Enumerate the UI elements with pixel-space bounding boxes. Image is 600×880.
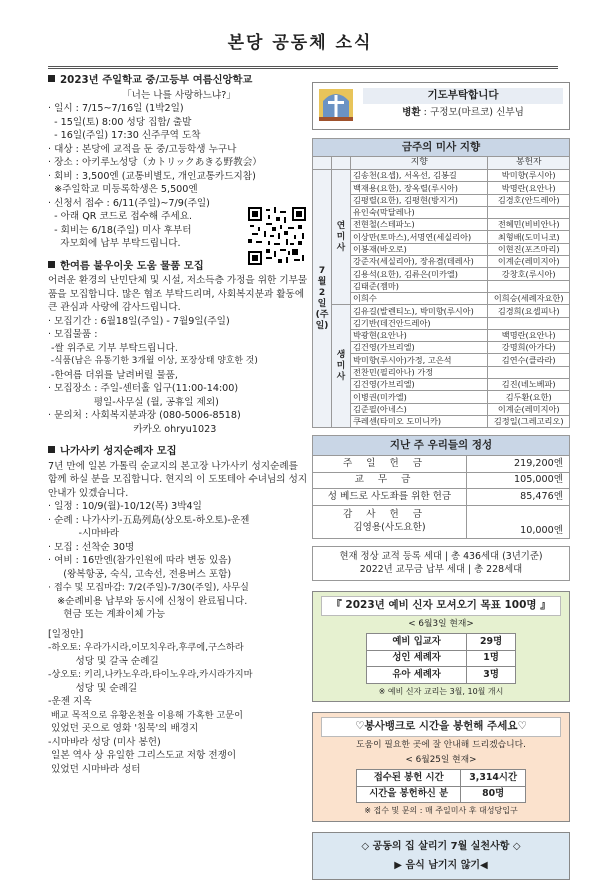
mass-intention-table — [312, 138, 570, 428]
donation-line: · 모집기간 : 6월18일(주일) - 7월9일(주일) — [48, 315, 230, 327]
mass-server: 이계순(레미지아) — [488, 403, 570, 415]
church-window-icon — [317, 87, 355, 123]
mass-intention: 박미향(루시아)가정, 고은석 — [351, 354, 488, 366]
donation-section — [48, 260, 310, 437]
offering-label: 교무금 — [313, 472, 467, 489]
prayer-heading: 기도부탁합니다 — [363, 88, 563, 104]
pilgrimage-line: (왕복항공, 숙식, 고속선, 전용버스 포함) — [48, 568, 232, 580]
offering-table — [312, 435, 570, 539]
mass-server — [488, 317, 570, 329]
donation-line: -한여름 더위를 날려버릴 물품, — [48, 369, 178, 381]
pilgrimage-section — [48, 445, 310, 776]
offering-label: 성 베드로 사도좌를 위한 헌금 — [313, 489, 467, 506]
summer-line: · 일시 : 7/15~7/16일 (1박2일) — [48, 103, 184, 115]
bullet-square-icon — [48, 446, 55, 453]
pilgrimage-line: · 일정 : 10/9(월)-10/12(목) 3박4일 — [48, 501, 202, 513]
catechumen-count: 1명 — [467, 650, 516, 667]
summer-line: · 장소 : 아키루노성당（カトリックあきる野教会） — [48, 157, 262, 169]
catechumen-count: 3명 — [467, 667, 516, 684]
itinerary-line: -상오토: 키리,나카노우라,타이노우라,카시라가지마 — [48, 669, 253, 681]
donation-line: -식품(남은 유통기한 3개월 이상, 포장상태 양호한 것) — [48, 356, 258, 367]
offering-amount: 105,000엔 — [467, 472, 570, 489]
bullet-square-icon — [48, 75, 55, 82]
summer-line: - 회비는 6/18(주일) 미사 후부터 — [48, 224, 192, 236]
mass-server: 강명희(아가다) — [488, 342, 570, 354]
mass-intention: 이봉재(바오로) — [351, 243, 488, 255]
summer-school-heading: 2023년 주일학교 중/고등부 여름신앙학교 — [48, 74, 310, 88]
offering-label: 주일헌금 — [313, 456, 467, 473]
bullet-square-icon — [48, 261, 55, 268]
volunteer-heading: ♡봉사뱅크로 시간을 봉헌해 주세요♡ — [321, 717, 561, 737]
mass-intention: 김용석(요한), 김류은(미카엘) — [351, 268, 488, 280]
mass-intention: 유인숙(막달레나) — [351, 206, 488, 218]
right-column — [312, 82, 570, 880]
mass-server: 박미향(루시아) — [488, 170, 570, 182]
itinerary-line: 성당 및 갈곡 순례길 — [48, 655, 159, 667]
donation-heading: 한여름 불우이웃 도움 물품 모집 — [48, 260, 310, 274]
itinerary-line: -시마바라 성당 (미사 봉헌) — [48, 736, 161, 748]
prayer-text: : 구정모(마르코) 신부님 — [420, 107, 524, 118]
catechumen-label: 성인 세례자 — [367, 650, 467, 667]
prayer-box — [312, 82, 570, 130]
itinerary-line: -운젠 지옥 — [48, 696, 92, 708]
thanks-label: 감사헌금 — [342, 509, 437, 521]
mass-server: 이현진(포즈마리) — [488, 243, 570, 255]
mass-date-label: 7월2일(주일) — [313, 170, 332, 428]
practice-heading: ◇ 공동의 집 살리기 7월 실천사항 ◇ — [361, 840, 521, 852]
volunteer-label: 시간을 봉헌하신 분 — [357, 786, 461, 803]
donation-line: · 모집물품 : — [48, 329, 98, 341]
summer-line: ※주일학교 미등록학생은 5,500엔 — [48, 184, 198, 196]
mass-server: 김경호(안드레아) — [488, 194, 570, 206]
mass-server — [488, 366, 570, 378]
volunteer-date: < 6월25일 현재> — [405, 754, 477, 765]
mass-intention: 이희수 — [351, 292, 488, 304]
volunteer-value: 3,314시간 — [461, 770, 526, 787]
mass-intention: 백재용(요한), 장옥렬(루시아) — [351, 182, 488, 194]
thanks-name: 김영용(사도요한) — [353, 521, 426, 533]
catechumen-count: 29명 — [467, 634, 516, 651]
title-divider — [48, 66, 558, 69]
mass-intention: 김유길(발렌티노), 박미향(루시아) — [351, 305, 488, 317]
catechumen-table — [366, 633, 516, 684]
thanks-cell — [313, 505, 467, 538]
mass-server — [488, 280, 570, 292]
itinerary-line: [일정안] — [48, 628, 84, 640]
pilgrimage-line: ※순례비용 납부와 동시에 신청이 완료됩니다. — [48, 595, 248, 607]
summer-line: - 아래 QR 코드로 접수해 주세요. — [48, 211, 193, 223]
offering-amount: 219,200엔 — [467, 456, 570, 473]
mass-intention: 전현철(스테파노) — [351, 219, 488, 231]
mass-server: 최형배(도미니코) — [488, 231, 570, 243]
itinerary-line: -하오토: 우라가시라,이모치우라,후쿠에,구스하라 — [48, 642, 244, 654]
pilgrimage-line: · 순례 : 나가사키-五島列島(상오토-하오토)-운젠 — [48, 514, 250, 526]
mass-intention: 쿠레센(타미오 도미니카) — [351, 415, 488, 427]
mass-heading: 금주의 미사 지향 — [313, 139, 570, 157]
mass-server: 김연수(클라라) — [488, 354, 570, 366]
mass-server: 김진(녜노베파) — [488, 379, 570, 391]
members-info — [312, 546, 570, 581]
mass-type-deceased: 생미사 — [332, 305, 351, 428]
offering-heading: 지난 주 우리들의 정성 — [313, 436, 570, 456]
mass-server — [488, 206, 570, 218]
qr-code-icon[interactable] — [248, 207, 306, 265]
mass-intention: 김태준(젬마) — [351, 280, 488, 292]
summer-school-subtitle: 「너는 나를 사랑하느냐?」 — [122, 89, 236, 101]
mass-server: 이계순(레미지아) — [488, 256, 570, 268]
practice-item: ▶ 음식 남기지 않기◀ — [394, 859, 488, 871]
mass-intention: 김건영(가브리엘) — [351, 379, 488, 391]
pilgrimage-heading: 나가사키 성지순례자 모집 — [48, 445, 310, 459]
catechumen-note: ※ 예비 신자 교리는 3월, 10월 개시 — [378, 686, 504, 696]
itinerary-line: 있었던 곳으로 영화 '침묵'의 배경지 — [48, 723, 199, 735]
volunteer-box — [312, 712, 570, 822]
pilgrimage-line: · 접수 및 모집마감: 7/2(주일)-7/30(주일), 사무실 — [48, 582, 249, 594]
catechumen-label: 예비 입교자 — [367, 634, 467, 651]
summer-school-section — [48, 74, 310, 251]
pilgrimage-line: -시마바라 — [48, 528, 120, 540]
catechumen-date: < 6월3일 현재> — [408, 618, 474, 629]
donation-line: · 문의처 : 사회복지분과장 (080-5006-8518) — [48, 410, 241, 422]
members-line: 현재 정상 교적 등록 세대 | 총 436세대 (3년기준) — [339, 550, 543, 562]
page-title: 본당 공동체 소식 — [227, 33, 373, 53]
mass-intention: 김기반(데건안드레아) — [351, 317, 488, 329]
summer-line: · 대상 : 본당에 교적을 둔 중/고등학생 누구나 — [48, 143, 237, 155]
mass-intention: 김평렬(요한), 김평현(방지거) — [351, 194, 488, 206]
prayer-body — [363, 107, 563, 120]
mass-intention: 이병권(미카엘) — [351, 391, 488, 403]
mass-intention: 김건영(가브리엘) — [351, 342, 488, 354]
donation-line: -쌀 위주로 기부 부탁드립니다. — [48, 342, 178, 354]
mass-intention: 강준자(세실리아), 장유겸(데레사) — [351, 256, 488, 268]
volunteer-sub: 도움이 필요한 곳에 잘 안내해 드리겠습니다. — [356, 740, 526, 751]
offering-amount: 85,476엔 — [467, 489, 570, 506]
volunteer-table — [356, 769, 526, 803]
col-intention: 지향 — [351, 157, 488, 170]
mass-server: 김정일(그레고리오) — [488, 415, 570, 427]
summer-line: 자모회에 납부 부탁드립니다. — [48, 238, 181, 250]
itinerary-line: 일본 역사 상 유일한 그리스도교 저항 전쟁이 — [48, 750, 237, 762]
mass-intention: 박광현(요안나) — [351, 329, 488, 341]
donation-line: 카카오 ohryu1023 — [48, 423, 217, 435]
pilgrimage-line: · 여비 : 16만엔(참가인원에 따라 변동 있음) — [48, 555, 232, 567]
col-servers: 봉헌자 — [488, 157, 570, 170]
pilgrimage-paragraph: 7년 만에 일본 가톨릭 순교지의 본고장 나가사키 성지순례를 함께 하실 분을 모집합니다. 현지의 이 도또테아 수녀님의 성지 안내가 있겠습니다. — [48, 460, 308, 499]
mass-server: 강창호(루시아) — [488, 268, 570, 280]
mass-intention: 김준필(아네스) — [351, 403, 488, 415]
mass-server: 전혜민(비비안나) — [488, 219, 570, 231]
pilgrimage-line: 현금 또는 계좌이체 가능 — [48, 609, 166, 621]
summer-line: · 회비 : 3,500엔 (교통비별도, 개인교통카드지참) — [48, 170, 256, 182]
summer-line: - 15일(토) 8:00 성당 집합/ 출발 — [48, 116, 192, 128]
pilgrimage-line: · 모집 : 선착순 30명 — [48, 541, 135, 553]
mass-server: 이희승(세례자요한) — [488, 292, 570, 304]
donation-paragraph: 어려운 환경의 난민단체 및 시설, 저소득층 가정을 위한 기부물품을 모집합니다. 많은 협조 부탁드리며, 사회복지분과 활동에 큰 관심과 사랑에 감사드립니다. — [48, 275, 308, 314]
catechumen-box — [312, 591, 570, 703]
donation-line: 평일-사무실 (월, 공휴일 제외) — [48, 396, 219, 408]
summer-line: - 16일(주일) 17:30 신주쿠역 도착 — [48, 130, 201, 142]
mass-server: 김두환(요한) — [488, 391, 570, 403]
catechumen-heading: 『 2023년 예비 신자 모셔오기 목표 100명 』 — [321, 596, 561, 616]
left-column — [48, 74, 310, 785]
mass-server: 박명란(요안나) — [488, 182, 570, 194]
itinerary-line: 있었던 시마바라 성터 — [48, 763, 141, 775]
itinerary-line: 배교 목적으로 유황온천을 이용해 가혹한 고문이 — [48, 709, 244, 721]
mass-server: 백명란(요안나) — [488, 329, 570, 341]
thanks-amount: 10,000엔 — [467, 505, 570, 538]
mass-intention: 전찬민(필리아나) 가정 — [351, 366, 488, 378]
volunteer-value: 80명 — [461, 786, 526, 803]
members-line: 2022년 교무금 납부 세대 | 총 228세대 — [359, 564, 523, 576]
mass-intention: 이상만(토마스),서명연(세실리아) — [351, 231, 488, 243]
itinerary-line: 성당 및 순례길 — [48, 682, 138, 694]
mass-intention: 김송천(요셉), 서옥선, 김봉길 — [351, 170, 488, 182]
volunteer-label: 접수된 봉헌 시간 — [357, 770, 461, 787]
volunteer-note: ※ 접수 및 문의 : 매 주일미사 후 대성당입구 — [364, 806, 518, 816]
donation-line: · 모집장소 : 주일-센터홀 입구(11:00-14:00) — [48, 383, 239, 395]
mass-server: 김경희(요셉피나) — [488, 305, 570, 317]
catechumen-label: 유아 세례자 — [367, 667, 467, 684]
prayer-label: 병환 — [402, 107, 421, 118]
practice-box — [312, 832, 570, 880]
summer-line: · 신청서 접수 : 6/11(주일)~7/9(주일) — [48, 197, 210, 209]
mass-type-living: 연미사 — [332, 170, 351, 305]
